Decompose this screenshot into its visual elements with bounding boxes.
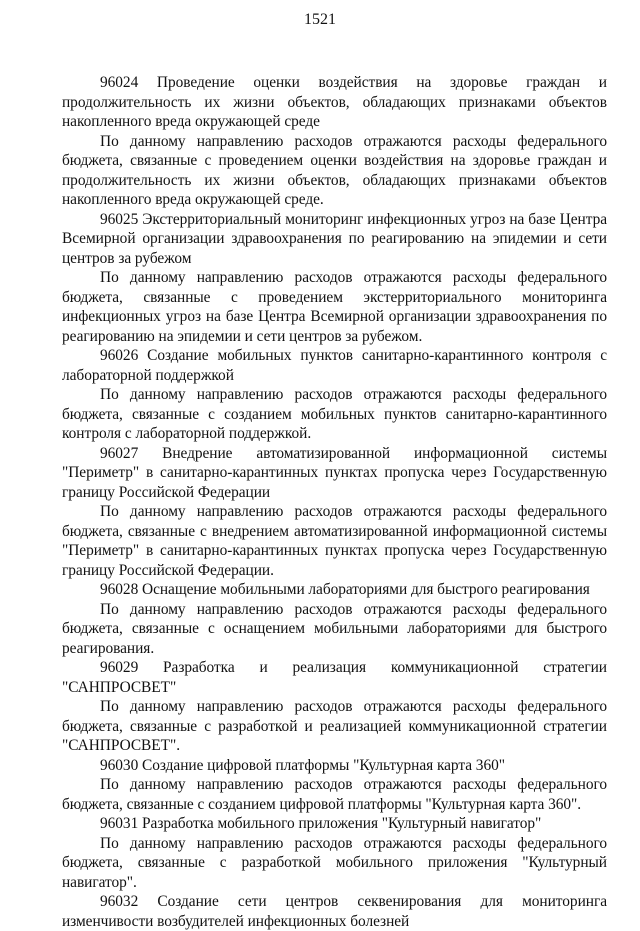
section-description-96027: По данному направлению расходов отражаются расходы федерального бюджета, связанные с внедрением автоматизированной информационной системы "Периметр" в санитарно-карантинных пунктах пропуска через Государственную границу Российской Федерации. [62, 503, 607, 579]
section-heading-96031: 96031 Разработка мобильного приложения "Культурный навигатор" [100, 815, 542, 832]
section-heading-96028: 96028 Оснащение мобильными лабораториями для быстрого реагирования [100, 581, 590, 598]
section-heading-96029: 96029 Разработка и реализация коммуникационной стратегии "САНПРОСВЕТ" [62, 659, 607, 696]
section-heading-96024: 96024 Проведение оценки воздействия на здоровье граждан и продолжительность их жизни объектов, обладающих признаками объектов накопленного вреда окружающей среде [62, 74, 607, 130]
section-heading-96026: 96026 Создание мобильных пунктов санитарно-карантинного контроля с лабораторной поддержкой [62, 347, 607, 384]
section-heading-96032: 96032 Создание сети центров секвенирования для мониторинга изменчивости возбудителей инфекционных болезней [62, 893, 607, 930]
page-number: 1521 [304, 11, 336, 28]
section-description-96024: По данному направлению расходов отражаются расходы федерального бюджета, связанные с проведением оценки воздействия на здоровье граждан и продолжительность их жизни объектов, обладающих признаками объектов накопленного вреда окружающей среде. [62, 132, 607, 208]
section-description-96029: По данному направлению расходов отражаются расходы федерального бюджета, связанные с разработкой и реализацией коммуникационной стратегии "САНПРОСВЕТ". [62, 698, 607, 754]
section-heading-96025: 96025 Экстерриториальный мониторинг инфекционных угроз на базе Центра Всемирной организации здравоохранения по реагированию на эпидемии и сети центров за рубежом [62, 210, 607, 267]
section-heading-96030: 96030 Создание цифровой платформы "Культурная карта 360" [100, 756, 505, 774]
section-description-96028: По данному направлению расходов отражаются расходы федерального бюджета, связанные с оснащением мобильными лабораториями для быстрого реагирования. [62, 600, 607, 657]
section-description-96025: По данному направлению расходов отражаются расходы федерального бюджета, связанные с проведением экстерриториального мониторинга инфекционных угроз на базе Центра Всемирной организации здравоохранения по реагированию на эпидемии и сети центров за рубежом. [62, 269, 607, 345]
section-description-96026: По данному направлению расходов отражаются расходы федерального бюджета, связанные с созданием мобильных пунктов санитарно-карантинного контроля с лабораторной поддержкой. [62, 386, 607, 442]
section-heading-96027: 96027 Внедрение автоматизированной информационной системы "Периметр" в санитарно-карантинных пунктах пропуска через Государственную границу Российской Федерации [62, 444, 607, 501]
section-description-96030: По данному направлению расходов отражаются расходы федерального бюджета, связанные с созданием цифровой платформы "Культурная карта 360". [62, 776, 607, 813]
section-description-96031: По данному направлению расходов отражаются расходы федерального бюджета, связанные с разработкой мобильного приложения "Культурный навигатор". [62, 834, 607, 891]
document-body [62, 73, 607, 931]
